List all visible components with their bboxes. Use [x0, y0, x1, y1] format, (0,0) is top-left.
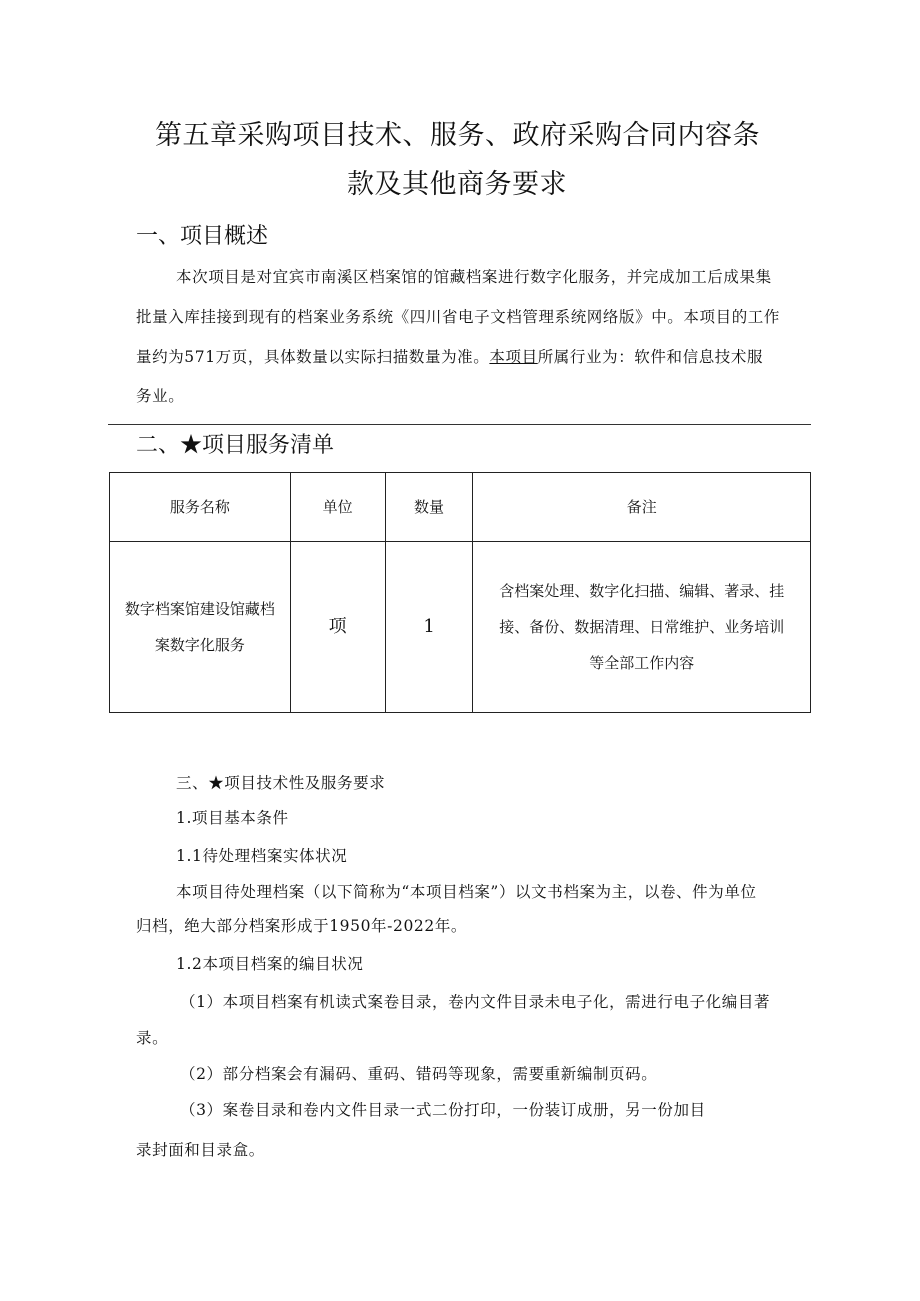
page-title-line2: 款及其他商务要求	[347, 169, 567, 200]
list-item-2: （2）部分档案会有漏码、重码、错码等现象，需要重新编制页码。	[180, 1065, 658, 1083]
header-remarks: 备注	[473, 473, 811, 542]
cell-service-name	[110, 542, 291, 713]
header-quantity: 数量	[385, 473, 473, 542]
cell-unit: 项	[290, 542, 385, 713]
paragraph-1-line2: 归档，绝大部分档案形成于1950年-2022年。	[136, 917, 468, 935]
list-item-3-line1: （3）案卷目录和卷内文件目录一式二份打印，一份装订成册，另一份加目	[180, 1101, 706, 1119]
section3-heading: 三、★项目技术性及服务要求	[176, 774, 386, 792]
section1-paragraph-line4: 务业。	[136, 387, 185, 405]
remarks-line3: 等全部工作内容	[589, 654, 695, 672]
page-title-line1: 第五章采购项目技术、服务、政府采购合同内容条	[155, 120, 760, 151]
section1-paragraph-line1: 本次项目是对宜宾市南溪区档案馆的馆藏档案进行数字化服务，并完成加工后成果集	[176, 268, 772, 286]
section-divider	[108, 424, 811, 425]
list-item-1-line1: （1）本项目档案有机读式案卷目录，卷内文件目录未电子化，需进行电子化编目著	[180, 993, 771, 1011]
subsection-1-1: 1.1待处理档案实体状况	[176, 847, 348, 865]
section1-paragraph-underlined: 本项目	[489, 348, 538, 366]
table-row	[110, 542, 811, 713]
header-unit: 单位	[290, 473, 385, 542]
cell-quantity: 1	[385, 542, 473, 713]
header-service-name: 服务名称	[110, 473, 291, 542]
paragraph-1-line1: 本项目待处理档案（以下简称为“本项目档案”）以文书档案为主，以卷、件为单位	[176, 883, 757, 901]
service-list-table	[109, 472, 811, 713]
section1-paragraph-line3-part1: 量约为571万页，具体数量以实际扫描数量为准。	[136, 348, 490, 366]
remarks-line2: 接、备份、数据清理、日常维护、业务培训	[499, 618, 785, 636]
section1-paragraph-line3	[136, 345, 763, 367]
service-name-line2: 案数字化服务	[154, 636, 245, 654]
section2-heading: 二、★项目服务清单	[136, 433, 335, 458]
cell-remarks	[473, 542, 811, 713]
section1-paragraph-line3-part3: 所属行业为：软件和信息技术服	[537, 348, 764, 366]
list-item-1-line2: 录。	[136, 1029, 169, 1047]
table-header-row	[110, 473, 811, 542]
section1-heading: 一、项目概述	[136, 224, 269, 249]
subsection-1: 1.项目基本条件	[176, 809, 289, 827]
list-item-3-line2: 录封面和目录盒。	[136, 1141, 265, 1159]
service-name-line1: 数字档案馆建设馆藏档	[124, 600, 275, 618]
section1-paragraph-line2: 批量入库挂接到现有的档案业务系统《四川省电子文档管理系统网络版》中。本项目的工作	[136, 308, 781, 326]
subsection-1-2: 1.2本项目档案的编目状况	[176, 955, 364, 973]
remarks-line1: 含档案处理、数字化扫描、编辑、著录、挂	[499, 582, 785, 600]
